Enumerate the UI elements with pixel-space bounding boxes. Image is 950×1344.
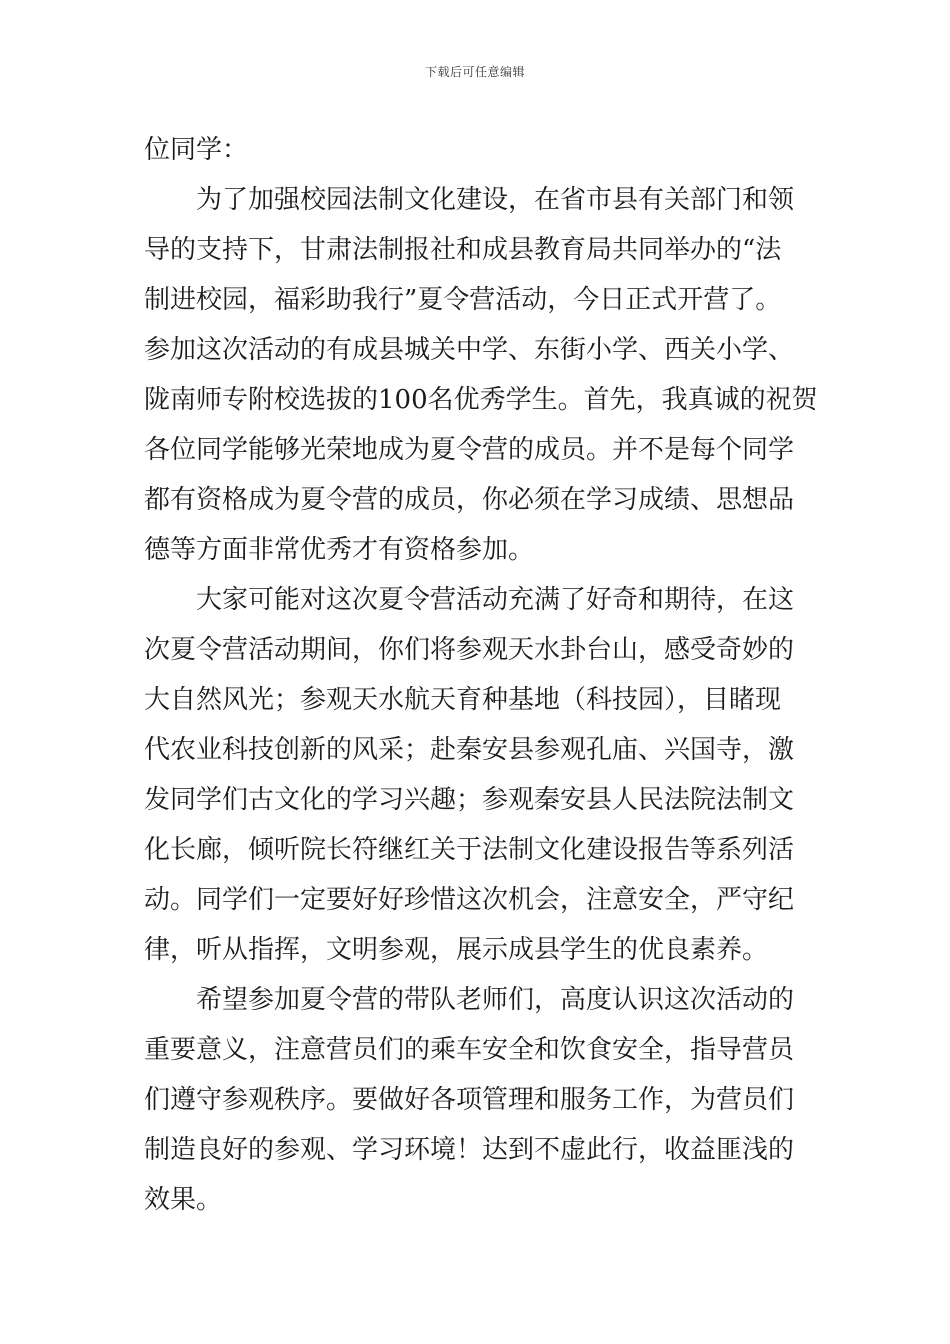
text-line: 大家可能对这次夏令营活动充满了好奇和期待，在这 <box>196 585 795 615</box>
text-line: 效果。 <box>144 1185 223 1215</box>
text-line: 制造良好的参观、学习环境！达到不虚此行，收益匪浅的 <box>144 1135 795 1165</box>
text-line: 们遵守参观秩序。要做好各项管理和服务工作，为营员们 <box>144 1085 795 1115</box>
text-line: 导的支持下，甘肃法制报社和成县教育局共同举办的“法 <box>144 235 782 265</box>
text-line: 大自然风光；参观天水航天育种基地（科技园），目睹现 <box>144 685 782 715</box>
text-line: 德等方面非常优秀才有资格参加。 <box>144 535 535 565</box>
text-line: 代农业科技创新的风采；赴秦安县参观孔庙、兴国寺，激 <box>144 735 795 765</box>
page-header: 下载后可任意编辑 <box>424 65 525 79</box>
text-line: 化长廊，倾听院长符继红关于法制文化建设报告等系列活 <box>144 835 795 865</box>
text-line: 制进校园，福彩助我行”夏令营活动，今日正式开营了。 <box>144 285 782 315</box>
text-line: 都有资格成为夏令营的成员，你必须在学习成绩、思想品 <box>144 485 795 515</box>
text-line: 参加这次活动的有成县城关中学、东街小学、西关小学、 <box>144 335 795 365</box>
text-line: 发同学们古文化的学习兴趣；参观秦安县人民法院法制文 <box>144 785 795 815</box>
text-line: 律，听从指挥，文明参观，展示成县学生的优良素养。 <box>144 935 769 965</box>
text-line: 重要意义，注意营员们的乘车安全和饮食安全，指导营员 <box>144 1035 795 1065</box>
text-line: 动。同学们一定要好好珍惜这次机会，注意安全，严守纪 <box>144 885 795 915</box>
text-line: 希望参加夏令营的带队老师们，高度认识这次活动的 <box>196 985 795 1015</box>
text-line: 陇南师专附校选拔的100名优秀学生。首先，我真诚的祝贺 <box>144 385 818 415</box>
text-line: 次夏令营活动期间，你们将参观天水卦台山，感受奇妙的 <box>144 635 795 665</box>
text-line: 位同学： <box>144 135 249 165</box>
text-line: 为了加强校园法制文化建设，在省市县有关部门和领 <box>196 185 795 215</box>
text-line: 各位同学能够光荣地成为夏令营的成员。并不是每个同学 <box>144 435 795 465</box>
